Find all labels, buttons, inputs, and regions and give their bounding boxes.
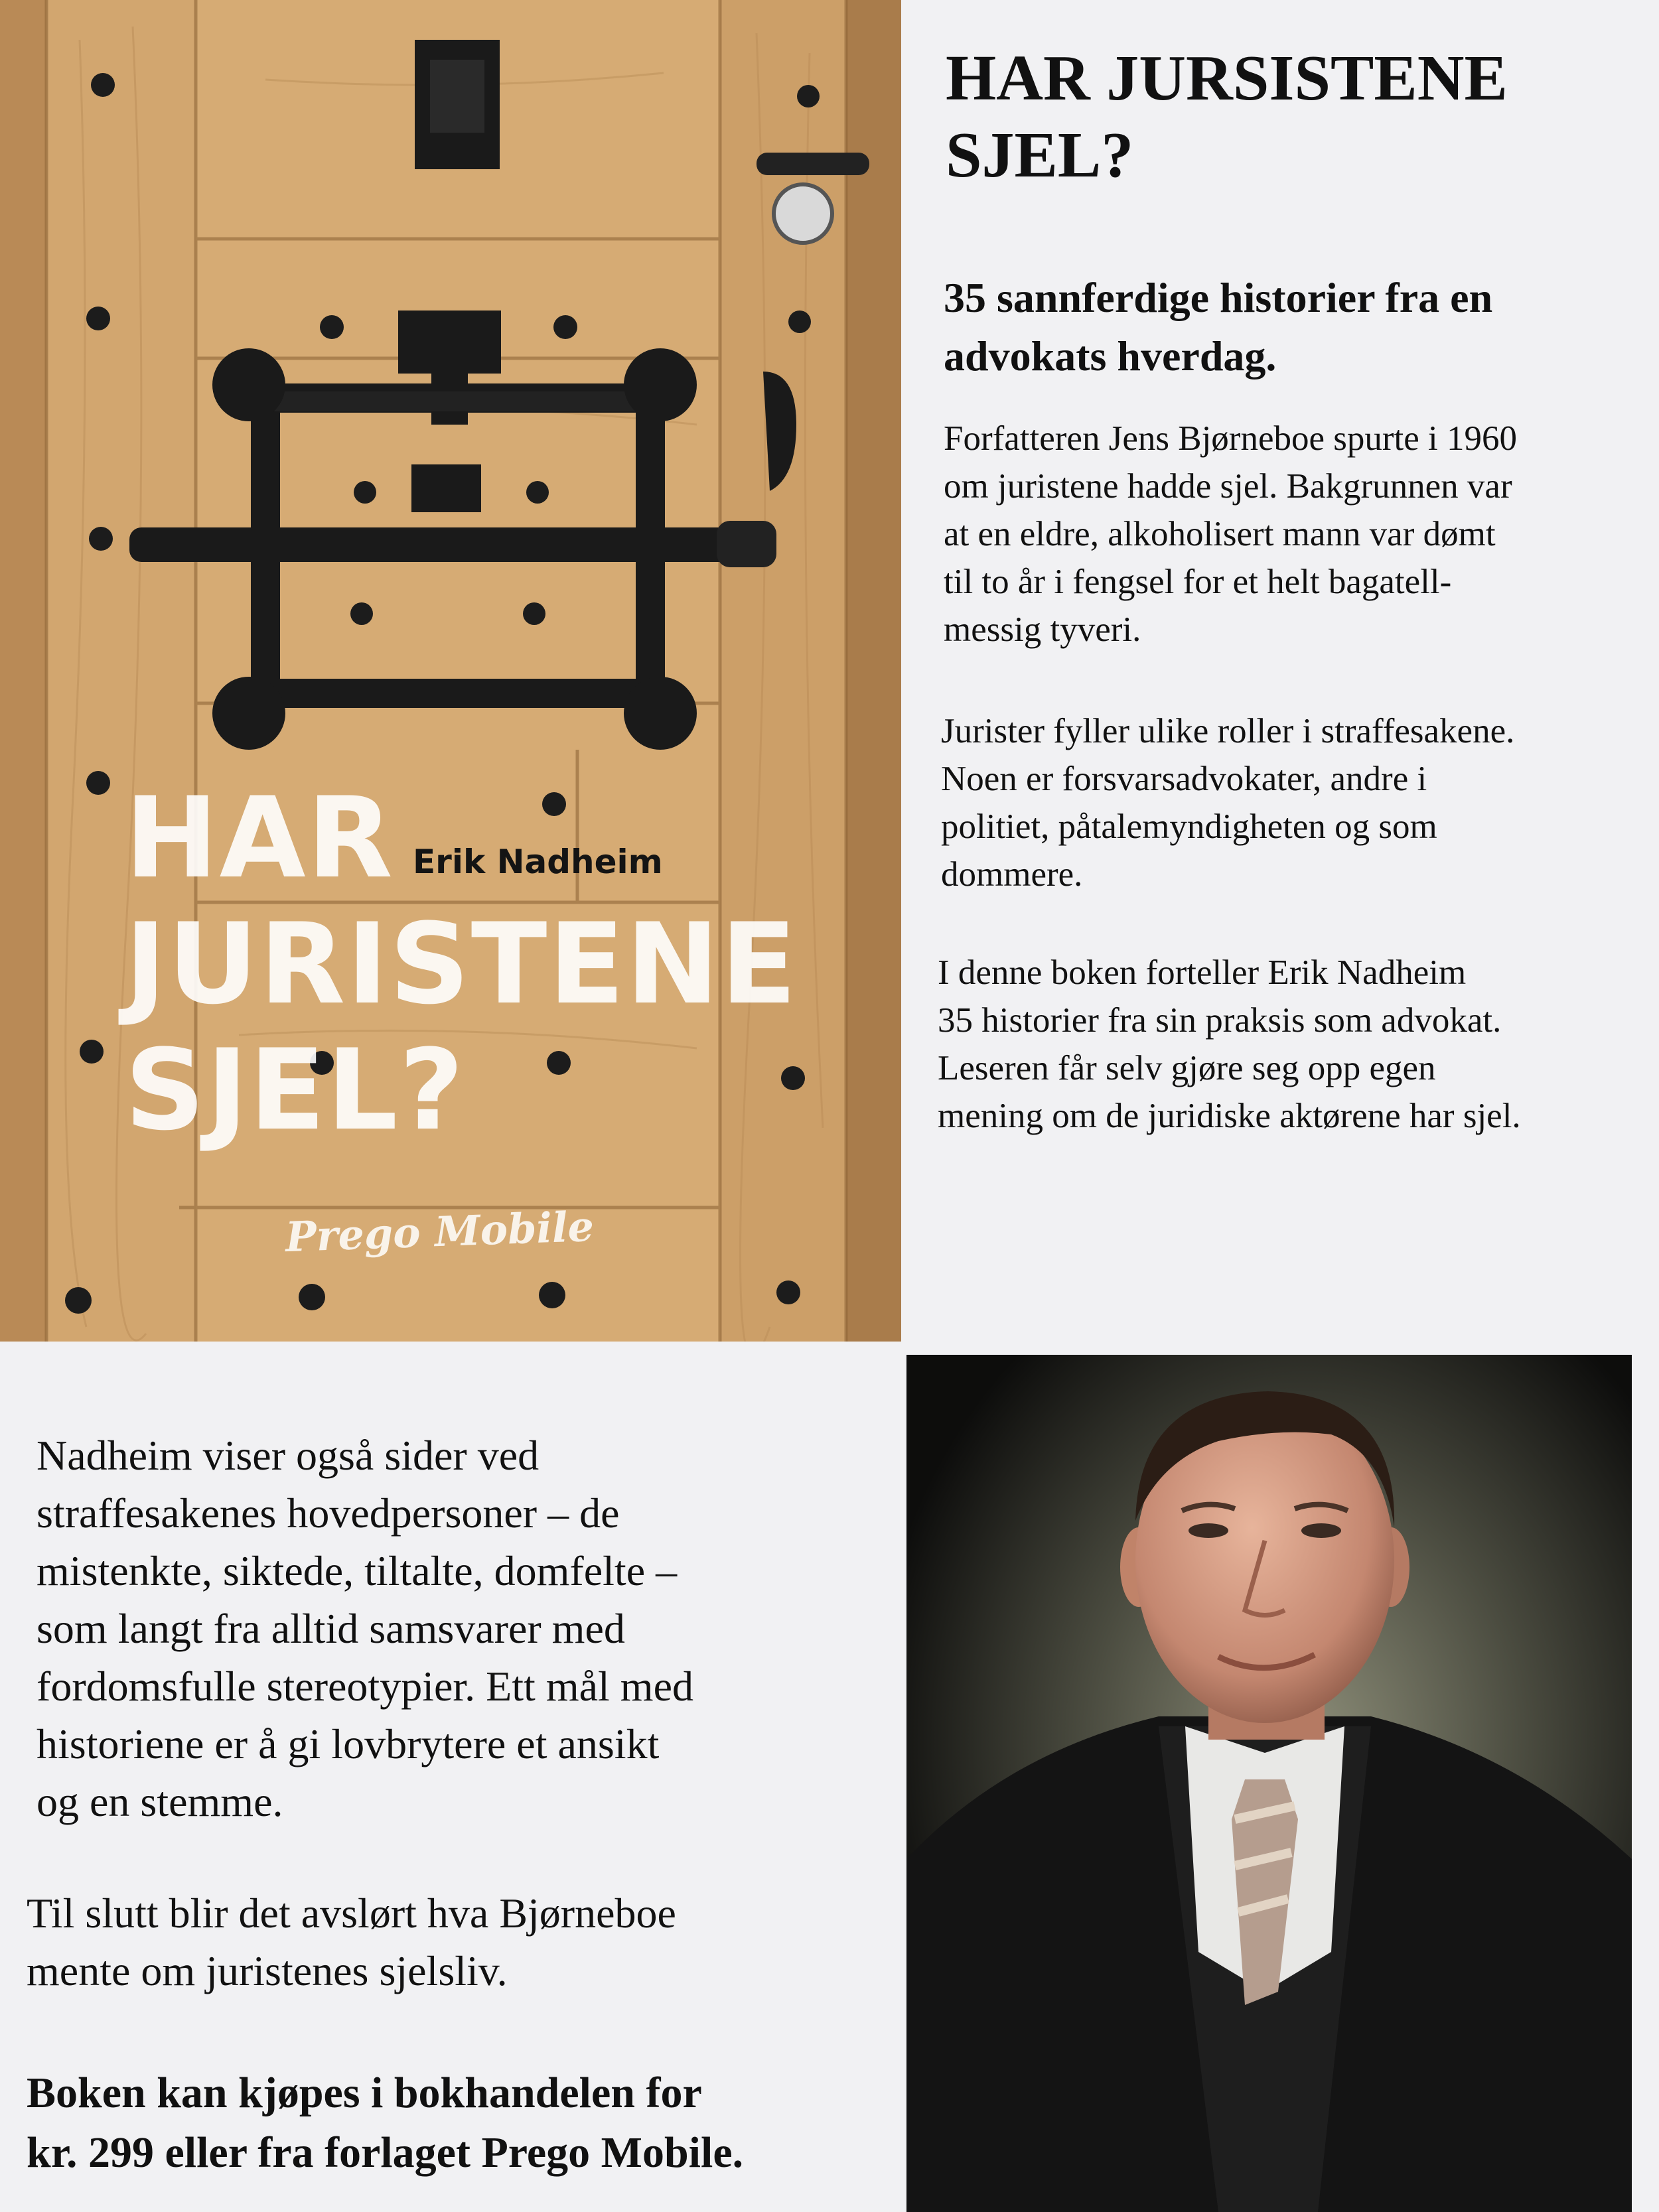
page-title: HAR JURSISTENE SJEL? xyxy=(946,42,1508,191)
paragraph-conclusion: Til slutt blir det avslørt hva Bjørneboe mente om juristenes sjelsliv. xyxy=(27,1890,676,1994)
paragraph-main-characters: Nadheim viser også sider ved straffesakenes hovedpersoner – de mistenkte, siktede, tiltalte, domfelte – som langt fra alltid samsvarer med fordomsfulle stereotypier. Ett mål med historiene er å gi lovbrytere et ansikt og en stemme. xyxy=(36,1432,693,1825)
cover-title: HAR JURISTENE SJEL? xyxy=(125,773,798,1155)
publisher-signature: Prego Mobile xyxy=(284,1202,595,1262)
subtitle: 35 sannferdige historier fra en advokats hverdag. xyxy=(944,274,1493,380)
paragraph-book-summary: I denne boken forteller Erik Nadheim 35 historier fra sin praksis som advokat. Leseren får selv gjøre seg opp egen mening om de juridiske aktørene har sjel. xyxy=(938,953,1521,1135)
paragraph-roles: Jurister fyller ulike roller i straffesakene. Noen er forsvarsadvokater, andre i politiet, påtalemyndigheten og som dommere. xyxy=(941,712,1515,894)
book-cover-image xyxy=(0,0,901,1342)
purchase-info: Boken kan kjøpes i bokhandelen for kr. 299 eller fra forlaget Prego Mobile. xyxy=(27,2069,744,2177)
author-portrait xyxy=(906,1355,1632,2212)
cover-author: Erik Nadheim xyxy=(413,843,663,881)
author-photo-illustration xyxy=(906,1355,1632,2212)
paragraph-background: Forfatteren Jens Bjørneboe spurte i 1960 om juristene hadde sjel. Bakgrunnen var at en eldre, alkoholisert mann var dømt til to år i fengsel for et helt bagatell- messig tyveri. xyxy=(944,419,1517,649)
